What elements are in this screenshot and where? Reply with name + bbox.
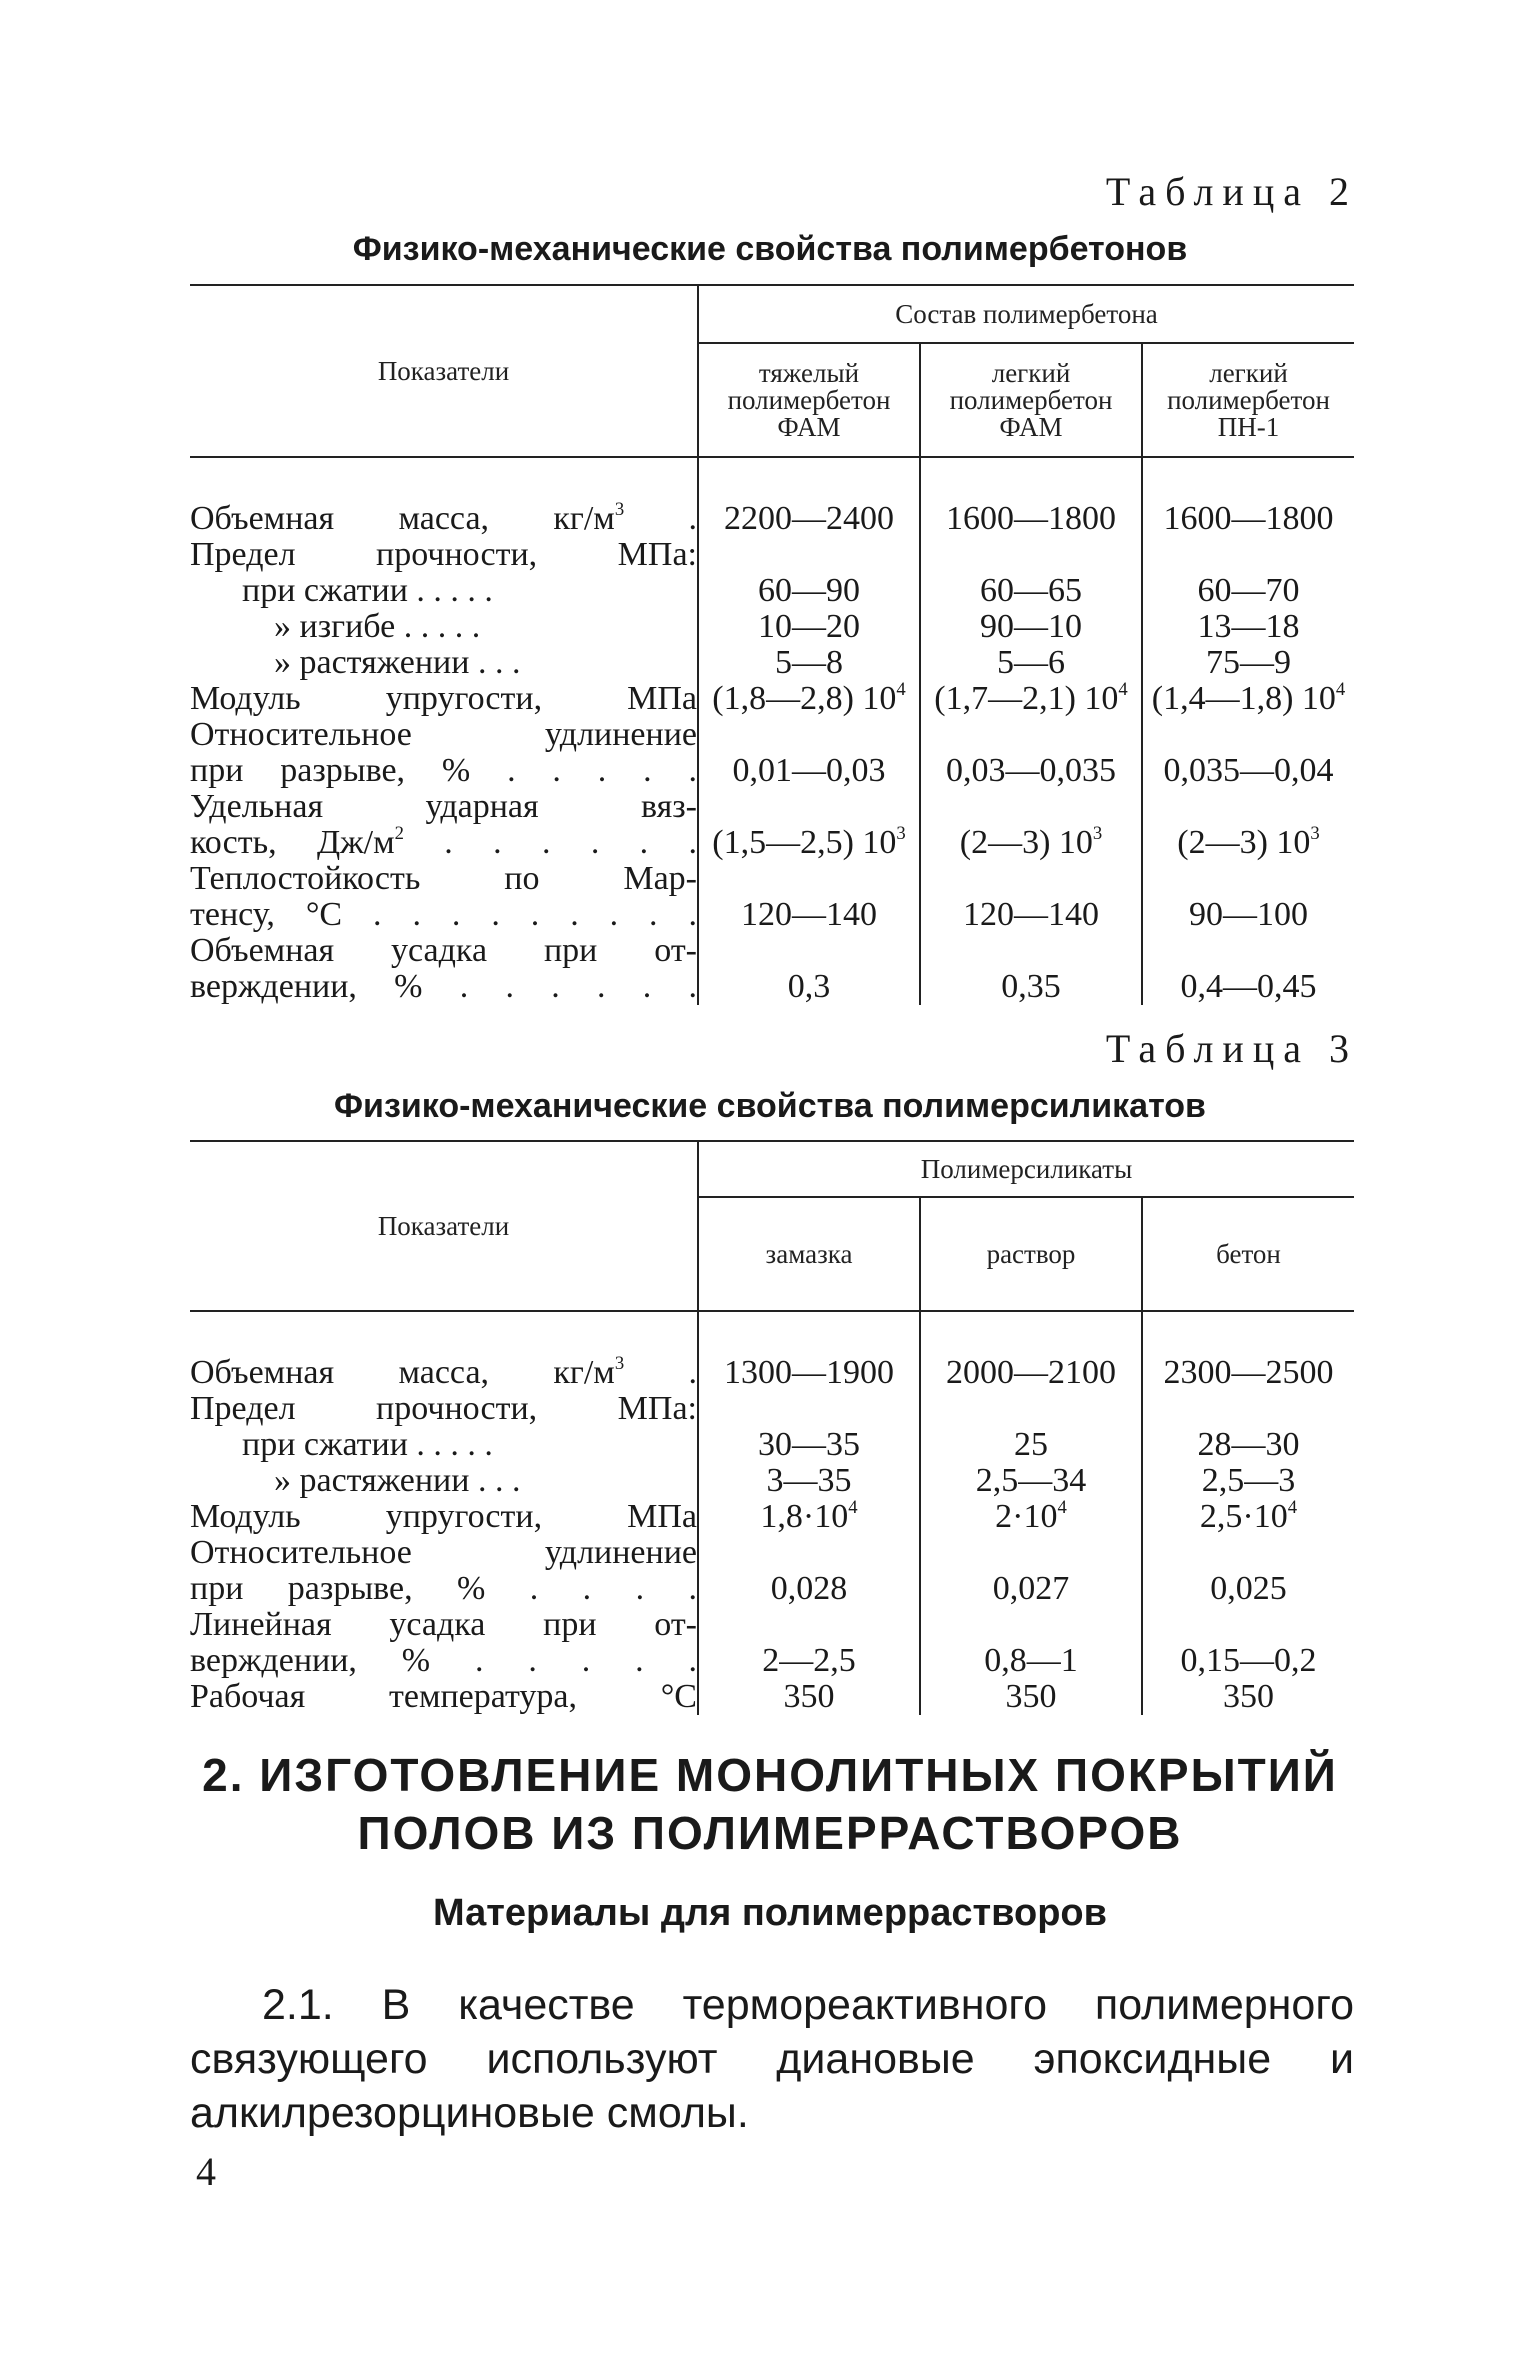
table2-row xyxy=(190,537,1354,573)
table2-cell: 0,01—0,03 xyxy=(698,753,920,789)
table2-cell: 10—20 xyxy=(698,609,920,645)
table3-col-3: бетон xyxy=(1142,1197,1354,1311)
table3-cell: 1300—1900 xyxy=(698,1355,920,1391)
table2-cell: 0,3 xyxy=(698,969,920,1005)
table2-cell xyxy=(1142,861,1354,897)
table2-col-1-line2: полимербетон xyxy=(727,384,891,415)
table2-row-label: Объемная усадка при от- xyxy=(190,932,697,969)
table3-cell: 0,025 xyxy=(1142,1571,1354,1607)
table2-row xyxy=(190,969,1354,1005)
table3-title: Физико-механические свойства полимерсиликатов xyxy=(334,1087,1206,1125)
table2-cell: 60—65 xyxy=(920,573,1142,609)
table2-col-2 xyxy=(920,343,1142,457)
table3-row xyxy=(190,1643,1354,1679)
table2-cell: 0,03—0,035 xyxy=(920,753,1142,789)
table2-cell: 75—9 xyxy=(1142,645,1354,681)
table2-col-2-line3: ФАМ xyxy=(999,411,1063,442)
table2-cell: 1600—1800 xyxy=(920,501,1142,537)
page-number: 4 xyxy=(196,2149,216,2194)
table3-row-label: Объемная масса, $кг/м^3$ . xyxy=(190,1352,698,1391)
table3-cell: $2,5\cdot 10^4$ xyxy=(1142,1499,1354,1535)
table2-cell: 1600—1800 xyxy=(1142,501,1354,537)
table2-row-label: Модуль упругости, МПа xyxy=(190,680,697,717)
table2-col-3-line2: полимербетон xyxy=(1167,384,1330,415)
table2-cell: 90—100 xyxy=(1142,897,1354,933)
table3-cell xyxy=(1142,1607,1354,1643)
table2-row-label: Предел прочности, МПа: xyxy=(190,536,697,573)
table2-cell xyxy=(920,933,1142,969)
table2 xyxy=(190,284,1354,1005)
table2-cell: 60—90 xyxy=(698,573,920,609)
table2-row xyxy=(190,573,1354,609)
table3-row xyxy=(190,1571,1354,1607)
table3-row-label: » растяжении . . . xyxy=(274,1462,521,1499)
table2-row xyxy=(190,681,1354,717)
table3-row-label: при разрыве, % . . . . xyxy=(190,1570,697,1607)
table3-cell: 28—30 xyxy=(1142,1427,1354,1463)
table3-cell xyxy=(1142,1391,1354,1427)
table3-row-label: Рабочая температура, °С xyxy=(190,1678,697,1715)
table2-row xyxy=(190,825,1354,861)
table3-row xyxy=(190,1535,1354,1571)
table3-cell: 0,8—1 xyxy=(920,1643,1142,1679)
table2-col-3-line3: ПН-1 xyxy=(1217,411,1280,442)
table2-row-label: Относительное удлинение xyxy=(190,716,697,753)
table2-header-group: Состав полимербетона xyxy=(698,285,1354,343)
table3-cell: 2300—2500 xyxy=(1142,1355,1354,1391)
table2-cell xyxy=(698,933,920,969)
table2-cell xyxy=(920,861,1142,897)
table3-row xyxy=(190,1499,1354,1535)
table2-cell: 2200—2400 xyxy=(698,501,920,537)
table3-col-1: замазка xyxy=(698,1197,920,1311)
table3-cell: 350 xyxy=(698,1679,920,1715)
table2-cell xyxy=(1142,537,1354,573)
table2-cell xyxy=(698,537,920,573)
table3-row-label: Линейная усадка при от- xyxy=(190,1606,697,1643)
table3-cell: 350 xyxy=(1142,1679,1354,1715)
table2-row-label: при сжатии . . . . . xyxy=(242,572,493,609)
table3-row-label: Предел прочности, МПа: xyxy=(190,1390,697,1427)
table2-cell: 120—140 xyxy=(920,897,1142,933)
table3-cell xyxy=(920,1535,1142,1571)
table2-cell: 5—8 xyxy=(698,645,920,681)
table2-row xyxy=(190,861,1354,897)
table2-row-label: » растяжении . . . xyxy=(274,644,521,681)
table3-cell xyxy=(920,1391,1142,1427)
section-subheading: Материалы для полимеррастворов xyxy=(433,1892,1107,1934)
table3-caption: Таблица 3 xyxy=(1105,1026,1358,1071)
table2-col-1-line1: тяжелый xyxy=(758,357,860,388)
section-paragraph: 2.1. В качестве термореактивного полимерного связующего используют диановые эпоксидные и алкилрезорциновые смолы. xyxy=(190,1981,1354,2137)
table2-cell: 120—140 xyxy=(698,897,920,933)
table2-cell xyxy=(698,717,920,753)
table2-cell xyxy=(920,537,1142,573)
table2-row xyxy=(190,501,1354,537)
table3-cell: 0,027 xyxy=(920,1571,1142,1607)
table2-row xyxy=(190,753,1354,789)
table3 xyxy=(190,1140,1354,1715)
table3-cell: $2\cdot 10^4$ xyxy=(920,1499,1142,1535)
table2-cell: 60—70 xyxy=(1142,573,1354,609)
table2-row xyxy=(190,645,1354,681)
table2-row-label: Теплостойкость по Мар- xyxy=(190,860,697,897)
table2-cell xyxy=(1142,789,1354,825)
section-heading-line1: 2. ИЗГОТОВЛЕНИЕ МОНОЛИТНЫХ ПОКРЫТИЙ xyxy=(202,1749,1338,1801)
table3-row-label: верждении, % . . . . . xyxy=(190,1642,697,1679)
table2-cell xyxy=(698,789,920,825)
table2-cell: 90—10 xyxy=(920,609,1142,645)
table2-row xyxy=(190,609,1354,645)
table3-cell: 0,028 xyxy=(698,1571,920,1607)
table3-row xyxy=(190,1427,1354,1463)
table2-cell: (1,5—2,5) $10^3$ xyxy=(698,825,920,861)
section-heading xyxy=(190,1746,1350,1862)
table2-row-label: кость, $Дж/м^2$ . . . . . . xyxy=(190,822,697,861)
table3-header-group: Полимерсиликаты xyxy=(698,1141,1354,1197)
table2-col-1-line3: ФАМ xyxy=(777,411,841,442)
table3-row xyxy=(190,1607,1354,1643)
table3-row xyxy=(190,1355,1354,1391)
table3-cell xyxy=(698,1391,920,1427)
table2-row-label: Объемная масса, $кг/м^3$ . xyxy=(190,498,698,537)
table2-row xyxy=(190,789,1354,825)
table2-cell: 0,35 xyxy=(920,969,1142,1005)
table2-cell: (1,4—1,8) $10^4$ xyxy=(1142,681,1354,717)
table2-cell xyxy=(920,717,1142,753)
table2-cell: (1,8—2,8) $10^4$ xyxy=(698,681,920,717)
table3-row-label: при сжатии . . . . . xyxy=(242,1426,493,1463)
table2-cell xyxy=(1142,717,1354,753)
table2-row-label: верждении, % . . . . . . xyxy=(190,968,697,1005)
table2-cell: (1,7—2,1) $10^4$ xyxy=(920,681,1142,717)
table3-row xyxy=(190,1463,1354,1499)
table3-col-2: раствор xyxy=(920,1197,1142,1311)
table3-cell: 2,5—3 xyxy=(1142,1463,1354,1499)
table2-row-label: Удельная ударная вяз- xyxy=(190,788,697,825)
table3-header-param: Показатели xyxy=(377,1210,510,1241)
table2-cell: 0,035—0,04 xyxy=(1142,753,1354,789)
table2-cell xyxy=(698,861,920,897)
table3-row xyxy=(190,1391,1354,1427)
table2-cell: 5—6 xyxy=(920,645,1142,681)
table3-cell: 2,5—34 xyxy=(920,1463,1142,1499)
table2-cell xyxy=(920,789,1142,825)
table3-cell: 3—35 xyxy=(698,1463,920,1499)
table2-row-label: » изгибе . . . . . xyxy=(274,608,481,645)
table3-row-label: Относительное удлинение xyxy=(190,1534,697,1571)
table3-row-label: Модуль упругости, МПа xyxy=(190,1498,697,1535)
table2-col-1 xyxy=(698,343,920,457)
table2-cell: (2—3) $10^3$ xyxy=(920,825,1142,861)
table2-title: Физико-механические свойства полимербетонов xyxy=(352,230,1188,268)
table2-row-label: тенсу, °С . . . . . . . . . xyxy=(190,896,697,933)
table2-header-param: Показатели xyxy=(377,355,510,386)
table2-cell: 13—18 xyxy=(1142,609,1354,645)
table2-col-3-line1: легкий xyxy=(1209,357,1288,388)
table3-cell xyxy=(1142,1535,1354,1571)
table2-caption: Таблица 2 xyxy=(1105,169,1358,214)
table3-cell xyxy=(698,1535,920,1571)
table3-cell: 25 xyxy=(920,1427,1142,1463)
table2-row xyxy=(190,717,1354,753)
table2-col-3 xyxy=(1142,343,1354,457)
table3-cell xyxy=(920,1607,1142,1643)
table2-cell xyxy=(1142,933,1354,969)
table2-col-2-line2: полимербетон xyxy=(949,384,1113,415)
table3-cell: 2000—2100 xyxy=(920,1355,1142,1391)
table3-cell: $1,8\cdot 10^4$ xyxy=(698,1499,920,1535)
table3-cell: 2—2,5 xyxy=(698,1643,920,1679)
table2-row xyxy=(190,933,1354,969)
table2-col-2-line1: легкий xyxy=(991,357,1071,388)
table2-cell: 0,4—0,45 xyxy=(1142,969,1354,1005)
section-heading-line2: ПОЛОВ ИЗ ПОЛИМЕРРАСТВОРОВ xyxy=(357,1807,1183,1859)
table3-body xyxy=(190,1352,1354,1715)
table3-cell: 30—35 xyxy=(698,1427,920,1463)
table2-body xyxy=(190,498,1354,1005)
table2-cell: (2—3) $10^3$ xyxy=(1142,825,1354,861)
table3-row xyxy=(190,1679,1354,1715)
table3-cell xyxy=(698,1607,920,1643)
table2-row xyxy=(190,897,1354,933)
table3-cell: 350 xyxy=(920,1679,1142,1715)
table3-cell: 0,15—0,2 xyxy=(1142,1643,1354,1679)
table2-row-label: при разрыве, % . . . . . xyxy=(190,752,697,789)
